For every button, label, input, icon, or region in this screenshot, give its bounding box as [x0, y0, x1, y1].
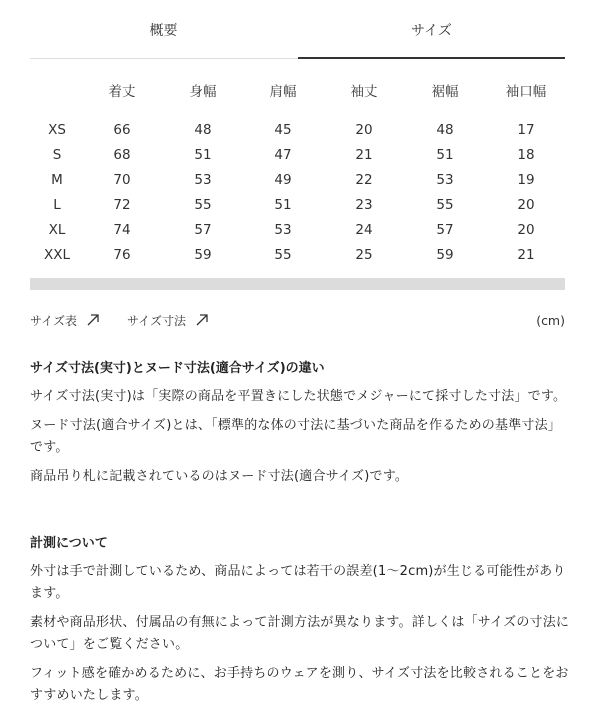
table-horizontal-scrollbar[interactable]: [30, 278, 565, 290]
size-measure-link-label: サイズ寸法: [127, 314, 187, 328]
tab-overview[interactable]: 概要: [149, 23, 178, 39]
table-row: [30, 168, 565, 193]
tab-size[interactable]: サイズ: [298, 0, 565, 58]
table-cell: 51: [194, 147, 212, 163]
table-cell-size: S: [52, 147, 62, 163]
table-header-row: [30, 78, 565, 118]
table-header-cell: 肩幅: [269, 84, 297, 100]
table-cell: 72: [113, 197, 131, 213]
external-arrow-icon: [86, 313, 100, 327]
size-chart-link[interactable]: [30, 308, 100, 334]
table-cell: 70: [113, 172, 131, 188]
table-cell: 21: [517, 247, 535, 263]
table-cell: 23: [355, 197, 373, 213]
table-cell-size: L: [53, 197, 61, 213]
section-paragraph: ヌード寸法(適合サイズ)とは、「標準的な体の寸法に基づいた商品を作るための基準寸法」です。: [30, 418, 562, 455]
table-cell: 74: [113, 222, 131, 238]
table-header-cell: 裾幅: [431, 84, 459, 100]
table-cell: 47: [274, 147, 292, 163]
table-cell: 76: [113, 247, 131, 263]
table-cell: 55: [274, 247, 292, 263]
table-cell: 17: [517, 122, 535, 138]
section-paragraph: 商品吊り札に記載されているのはヌード寸法(適合サイズ)です。: [30, 469, 409, 484]
size-table: [30, 78, 565, 268]
table-cell: 66: [113, 122, 131, 138]
section-paragraph: 素材や商品形状、付属品の有無によって計測方法が異なります。詳しくは「サイズの寸法について」をご覧ください。: [30, 615, 570, 652]
table-row: [30, 218, 565, 243]
table-cell: 24: [355, 222, 373, 238]
table-cell: 21: [355, 147, 373, 163]
section-paragraph: フィット感を確かめるために、お手持ちのウェアを測り、サイズ寸法を比較されることをおすすめいたします。: [30, 666, 569, 703]
external-arrow-icon: [195, 313, 209, 327]
table-cell: 59: [194, 247, 212, 263]
table-cell: 48: [194, 122, 212, 138]
table-cell-size: M: [51, 172, 63, 188]
table-cell-size: XS: [48, 122, 66, 138]
table-cell: 53: [194, 172, 212, 188]
table-cell: 48: [436, 122, 454, 138]
table-cell: 25: [355, 247, 373, 263]
unit-label: (cm): [536, 313, 565, 328]
table-cell-size: XL: [48, 222, 66, 238]
size-difference-section: [30, 358, 570, 495]
table-cell: 19: [517, 172, 535, 188]
table-cell: 68: [113, 147, 131, 163]
table-cell: 20: [517, 222, 535, 238]
section-paragraph: サイズ寸法(実寸)は「実際の商品を平置きにした状態でメジャーにて採寸した寸法」です。: [30, 389, 567, 404]
table-header-cell: 着丈: [108, 84, 136, 100]
section-heading: 計測について: [30, 536, 108, 551]
table-cell: 57: [194, 222, 212, 238]
table-cell: 20: [355, 122, 373, 138]
size-chart-link-label: サイズ表: [30, 314, 78, 328]
table-cell: 51: [274, 197, 292, 213]
size-measure-link[interactable]: [127, 308, 209, 334]
measurement-section: [30, 533, 570, 714]
section-paragraph: 外寸は手で計測しているため、商品によっては若干の誤差(1〜2cm)が生じる可能性があります。: [30, 564, 566, 601]
table-row: [30, 143, 565, 168]
table-cell-size: XXL: [43, 247, 71, 263]
tab-bar: [30, 0, 565, 59]
size-links: [30, 308, 565, 334]
table-header-cell: 袖丈: [350, 84, 378, 100]
table-cell: 49: [274, 172, 292, 188]
table-cell: 45: [274, 122, 292, 138]
table-cell: 53: [436, 172, 454, 188]
table-cell: 20: [517, 197, 535, 213]
table-cell: 51: [436, 147, 454, 163]
table-header-cell: 身幅: [189, 84, 217, 100]
table-header-cell: 袖口幅: [505, 84, 547, 100]
table-cell: 57: [436, 222, 454, 238]
section-heading: サイズ寸法(実寸)とヌード寸法(適合サイズ)の違い: [30, 361, 325, 376]
table-cell: 55: [436, 197, 454, 213]
table-cell: 53: [274, 222, 292, 238]
table-cell: 59: [436, 247, 454, 263]
table-row: [30, 243, 565, 268]
table-cell: 18: [517, 147, 535, 163]
table-row: [30, 118, 565, 143]
table-cell: 55: [194, 197, 212, 213]
table-row: [30, 193, 565, 218]
table-cell: 22: [355, 172, 373, 188]
